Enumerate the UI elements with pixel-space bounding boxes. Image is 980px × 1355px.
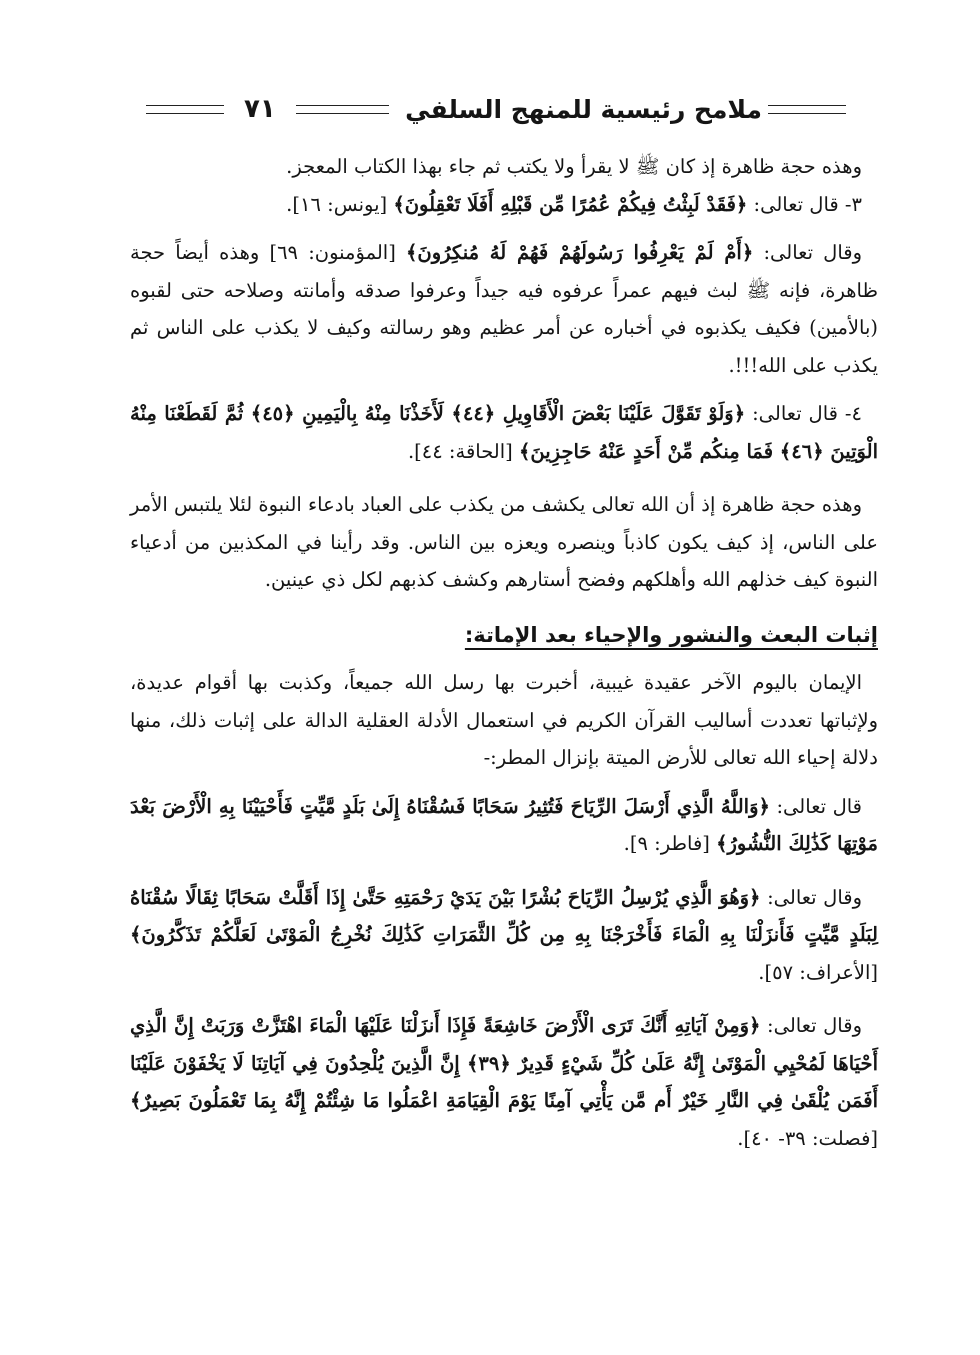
verse-intro: وقال تعالى: [767,885,863,909]
verse-intro: قال تعالى: [776,794,862,818]
verse-reference: [الأعراف: ٥٧]. [758,960,878,984]
paragraph-3 [130,234,878,384]
page-body [130,148,878,1157]
verse-reference: [فصلت: ٣٩- ٤٠]. [737,1126,878,1150]
verse-intro: ٣- قال تعالى: [753,192,862,216]
verse-intro: وقال تعالى: [767,1014,862,1037]
quran-verse: ﴿وَاللَّهُ الَّذِي أَرْسَلَ الرِّيَاحَ فَتُثِيرُ سَحَابًا فَسُقْنَاهُ إِلَىٰ بَلَدٍ مَّيِّتٍ فَأَحْيَيْنَا بِهِ الْأَرْضَ بَعْدَ مَوْتِهَا كَذَٰلِكَ النُّشُورُ﴾ [130,794,878,855]
quran-verse: ﴿وَلَوْ تَقَوَّلَ عَلَيْنَا بَعْضَ الْأَقَاوِيلِ ﴿٤٤﴾ لَأَخَذْنَا مِنْهُ بِالْيَمِينِ ﴿٤٥﴾ ثُمَّ لَقَطَعْنَا مِنْهُ الْوَتِينَ ﴿٤٦﴾ فَمَا مِنكُم مِّنْ أَحَدٍ عَنْهُ حَاجِزِينَ﴾ [130,402,878,463]
paragraph-9 [130,1007,878,1157]
page-header [140,84,852,134]
paragraph-8 [130,879,878,992]
paragraph-5: وهذه حجة ظاهرة إذ أن الله تعالى يكشف من يكذب على العباد بادعاء النبوة لئلا يلتبس الأمر على الناس، إذ كيف يكون كاذباً وينصره ويعزه بين الناس. وقد رأينا في المكذبين من أدعياء النبوة كيف خذلهم الله وأهلكهم وفضح أستارهم وكشف كذبهم لكل ذي عينين. [130,493,878,591]
paragraph-1: وهذه حجة ظاهرة إذ كان ﷺ لا يقرأ ولا يكتب ثم جاء بهذا الكتاب المعجز. [286,155,862,178]
section-heading: إثبات البعث والنشور والإحياء بعد الإماتة: [464,622,878,647]
header-rule-middle [296,105,389,114]
verse-reference: [فاطر: ٩]. [623,832,710,855]
running-title: ملامح رئيسية للمنهج السلفي [405,94,762,124]
paragraph-text: [المؤمنون: ٦٩] وهذه أيضاً حجة ظاهرة، فإنه ﷺ لبث فيهم عمراً عرفوه فيه جيداً وعرفوا صدقه وأمانته وصلاحه حتى لقبوه (بالأمين) فكيف يكذبوه في أخباره عن أمر عظيم وهو رسالته وكيف لا يكذب على الناس ثم يكذب على الله!!!. [130,241,878,377]
paragraph-4 [130,395,878,470]
header-rule-left [146,105,224,114]
quran-verse: ﴿فَقَدْ لَبِثْتُ فِيكُمْ عُمُرًا مِّن قَبْلِهِ أَفَلَا تَعْقِلُونَ﴾ [393,192,748,216]
header-rule-right [768,105,846,114]
paragraph-7 [130,788,878,863]
verse-intro: ٤- قال تعالى: [752,402,862,425]
quran-verse: ﴿وَمِنْ آيَاتِهِ أَنَّكَ تَرَى الْأَرْضَ خَاشِعَةً فَإِذَا أَنزَلْنَا عَلَيْهَا الْمَاءَ اهْتَزَّتْ وَرَبَتْ إِنَّ الَّذِي أَحْيَاهَا لَمُحْيِي الْمَوْتَىٰ إِنَّهُ عَلَىٰ كُلِّ شَيْءٍ قَدِيرٌ ﴿٣٩﴾ إِنَّ الَّذِينَ يُلْحِدُونَ فِي آيَاتِنَا لَا يَخْفَوْنَ عَلَيْنَا أَفَمَن يُلْقَىٰ فِي النَّارِ خَيْرٌ أَم مَّن يَأْتِي آمِنًا يَوْمَ الْقِيَامَةِ اعْمَلُوا مَا شِئْتُمْ إِنَّهُ بِمَا تَعْمَلُونَ بَصِيرٌ﴾ [130,1014,878,1112]
paragraph-6: الإيمان باليوم الآخر عقيدة غيبية، أخبرت بها رسل الله جميعاً، وكذبت بها أقوام عديدة، ولإثباتها تعددت أساليب القرآن الكريم في استعمال الأدلة العقلية الدالة على إثبات ذلك، منها دلالة إحياء الله تعالى للأرض الميتة بإنزال المطر:- [130,671,878,769]
paragraph-2 [130,186,878,224]
verse-reference: [الحاقة: ٤٤]. [407,439,513,463]
verse-intro: وقال تعالى: [763,241,863,264]
quran-verse: ﴿أَمْ لَمْ يَعْرِفُوا رَسُولَهُمْ فَهُمْ لَهُ مُنكِرُونَ﴾ [406,241,754,264]
verse-reference: [يونس: ١٦]. [286,192,388,216]
page-number: ٧١ [244,94,276,124]
quran-verse: ﴿وَهُوَ الَّذِي يُرْسِلُ الرِّيَاحَ بُشْرًا بَيْنَ يَدَيْ رَحْمَتِهِ حَتَّىٰ إِذَا أَقَلَّتْ سَحَابًا ثِقَالًا سُقْنَاهُ لِبَلَدٍ مَّيِّتٍ فَأَنزَلْنَا بِهِ الْمَاءَ فَأَخْرَجْنَا بِهِ مِن كُلِّ الثَّمَرَاتِ كَذَٰلِكَ نُخْرِجُ الْمَوْتَىٰ لَعَلَّكُمْ تَذَكَّرُونَ﴾ [130,885,878,946]
